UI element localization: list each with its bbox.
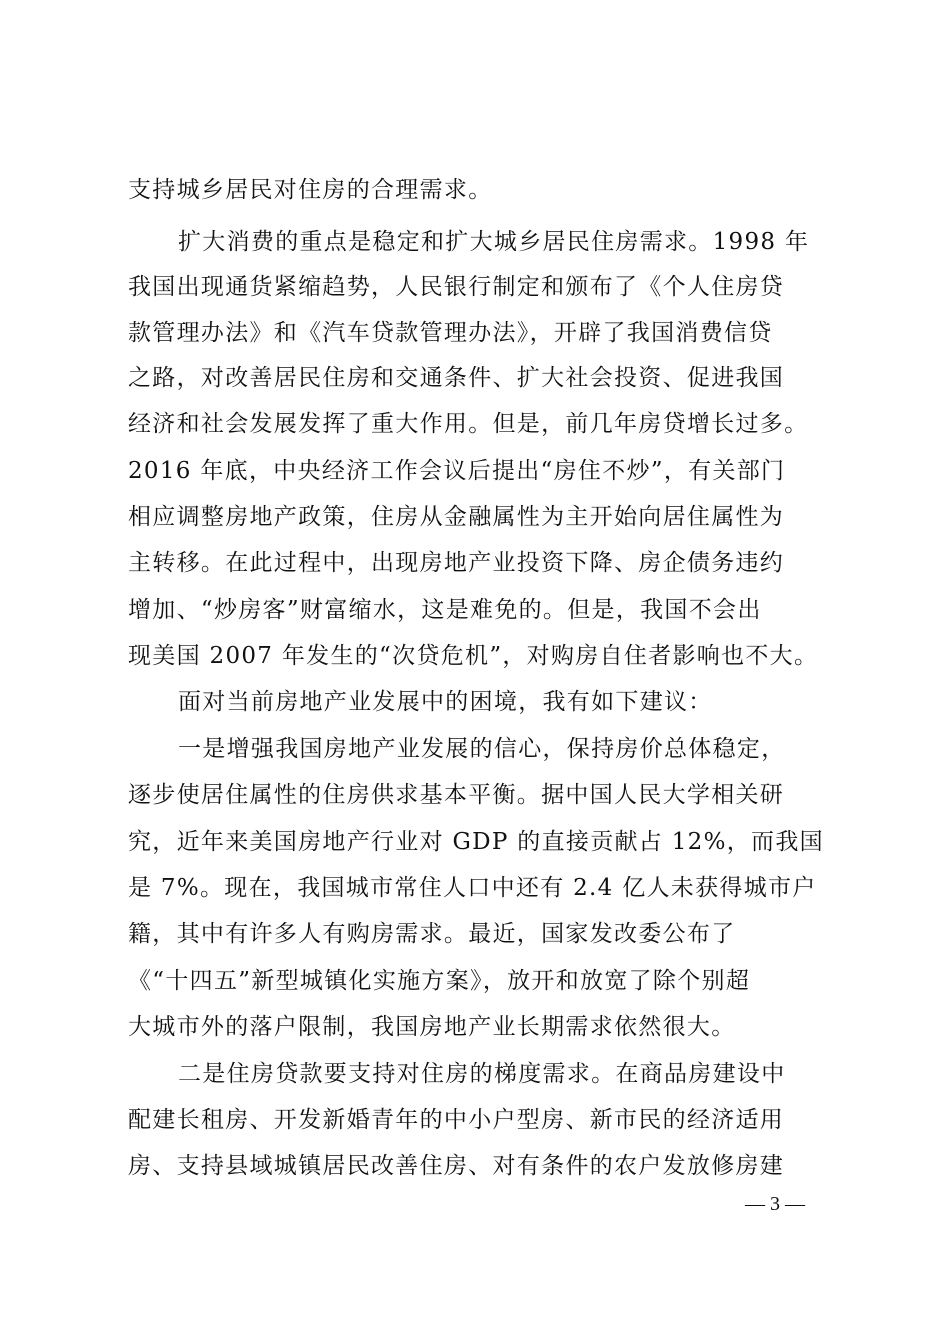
text-line: 房、支持县域城镇居民改善住房、对有条件的农户发放修房建 (128, 1153, 785, 1179)
text-line: 籍，其中有许多人有购房需求。最近，国家发改委公布了 (128, 921, 736, 947)
text-line: 款管理办法》和《汽车贷款管理办法》，开辟了我国消费信贷 (128, 320, 773, 346)
text-line: 之路，对改善居民住房和交通条件、扩大社会投资、促进我国 (128, 365, 785, 391)
text-line: 是 7%。现在，我国城市常住人口中还有 2.4 亿人未获得城市户 (128, 875, 817, 901)
text-line: 支持城乡居民对住房的合理需求。 (128, 177, 493, 203)
text-line: 扩大消费的重点是稳定和扩大城乡居民住房需求。1998 年 (178, 229, 810, 255)
text-line: 面对当前房地产业发展中的困境，我有如下建议： (178, 689, 713, 715)
text-line: 经济和社会发展发挥了重大作用。但是，前几年房贷增长过多。 (128, 411, 809, 437)
text-line: 二是住房贷款要支持对住房的梯度需求。在商品房建设中 (178, 1061, 786, 1087)
text-line: 一是增强我国房地产业发展的信心，保持房价总体稳定， (178, 736, 786, 762)
text-line: 究，近年来美国房地产行业对 GDP 的直接贡献占 12%，而我国 (128, 829, 824, 855)
text-line: 2016 年底，中央经济工作会议后提出“房住不炒”，有关部门 (128, 458, 786, 484)
text-line: 大城市外的落户限制，我国房地产业长期需求依然很大。 (128, 1014, 736, 1040)
text-line: 相应调整房地产政策，住房从金融属性为主开始向居住属性为 (128, 504, 785, 530)
text-line: 《“十四五”新型城镇化实施方案》，放开和放宽了除个别超 (128, 968, 751, 994)
page-number: — 3 — (745, 1193, 805, 1215)
text-line: 逐步使居住属性的住房供求基本平衡。据中国人民大学相关研 (128, 782, 785, 808)
text-line: 我国出现通货紧缩趋势，人民银行制定和颁布了《个人住房贷 (128, 274, 785, 300)
text-line: 现美国 2007 年发生的“次贷危机”，对购房自住者影响也不大。 (128, 643, 819, 669)
text-line: 增加、“炒房客”财富缩水，这是难免的。但是，我国不会出 (128, 597, 762, 623)
text-line: 主转移。在此过程中，出现房地产业投资下降、房企债务违约 (128, 550, 785, 576)
text-line: 配建长租房、开发新婚青年的中小户型房、新市民的经济适用 (128, 1107, 785, 1133)
